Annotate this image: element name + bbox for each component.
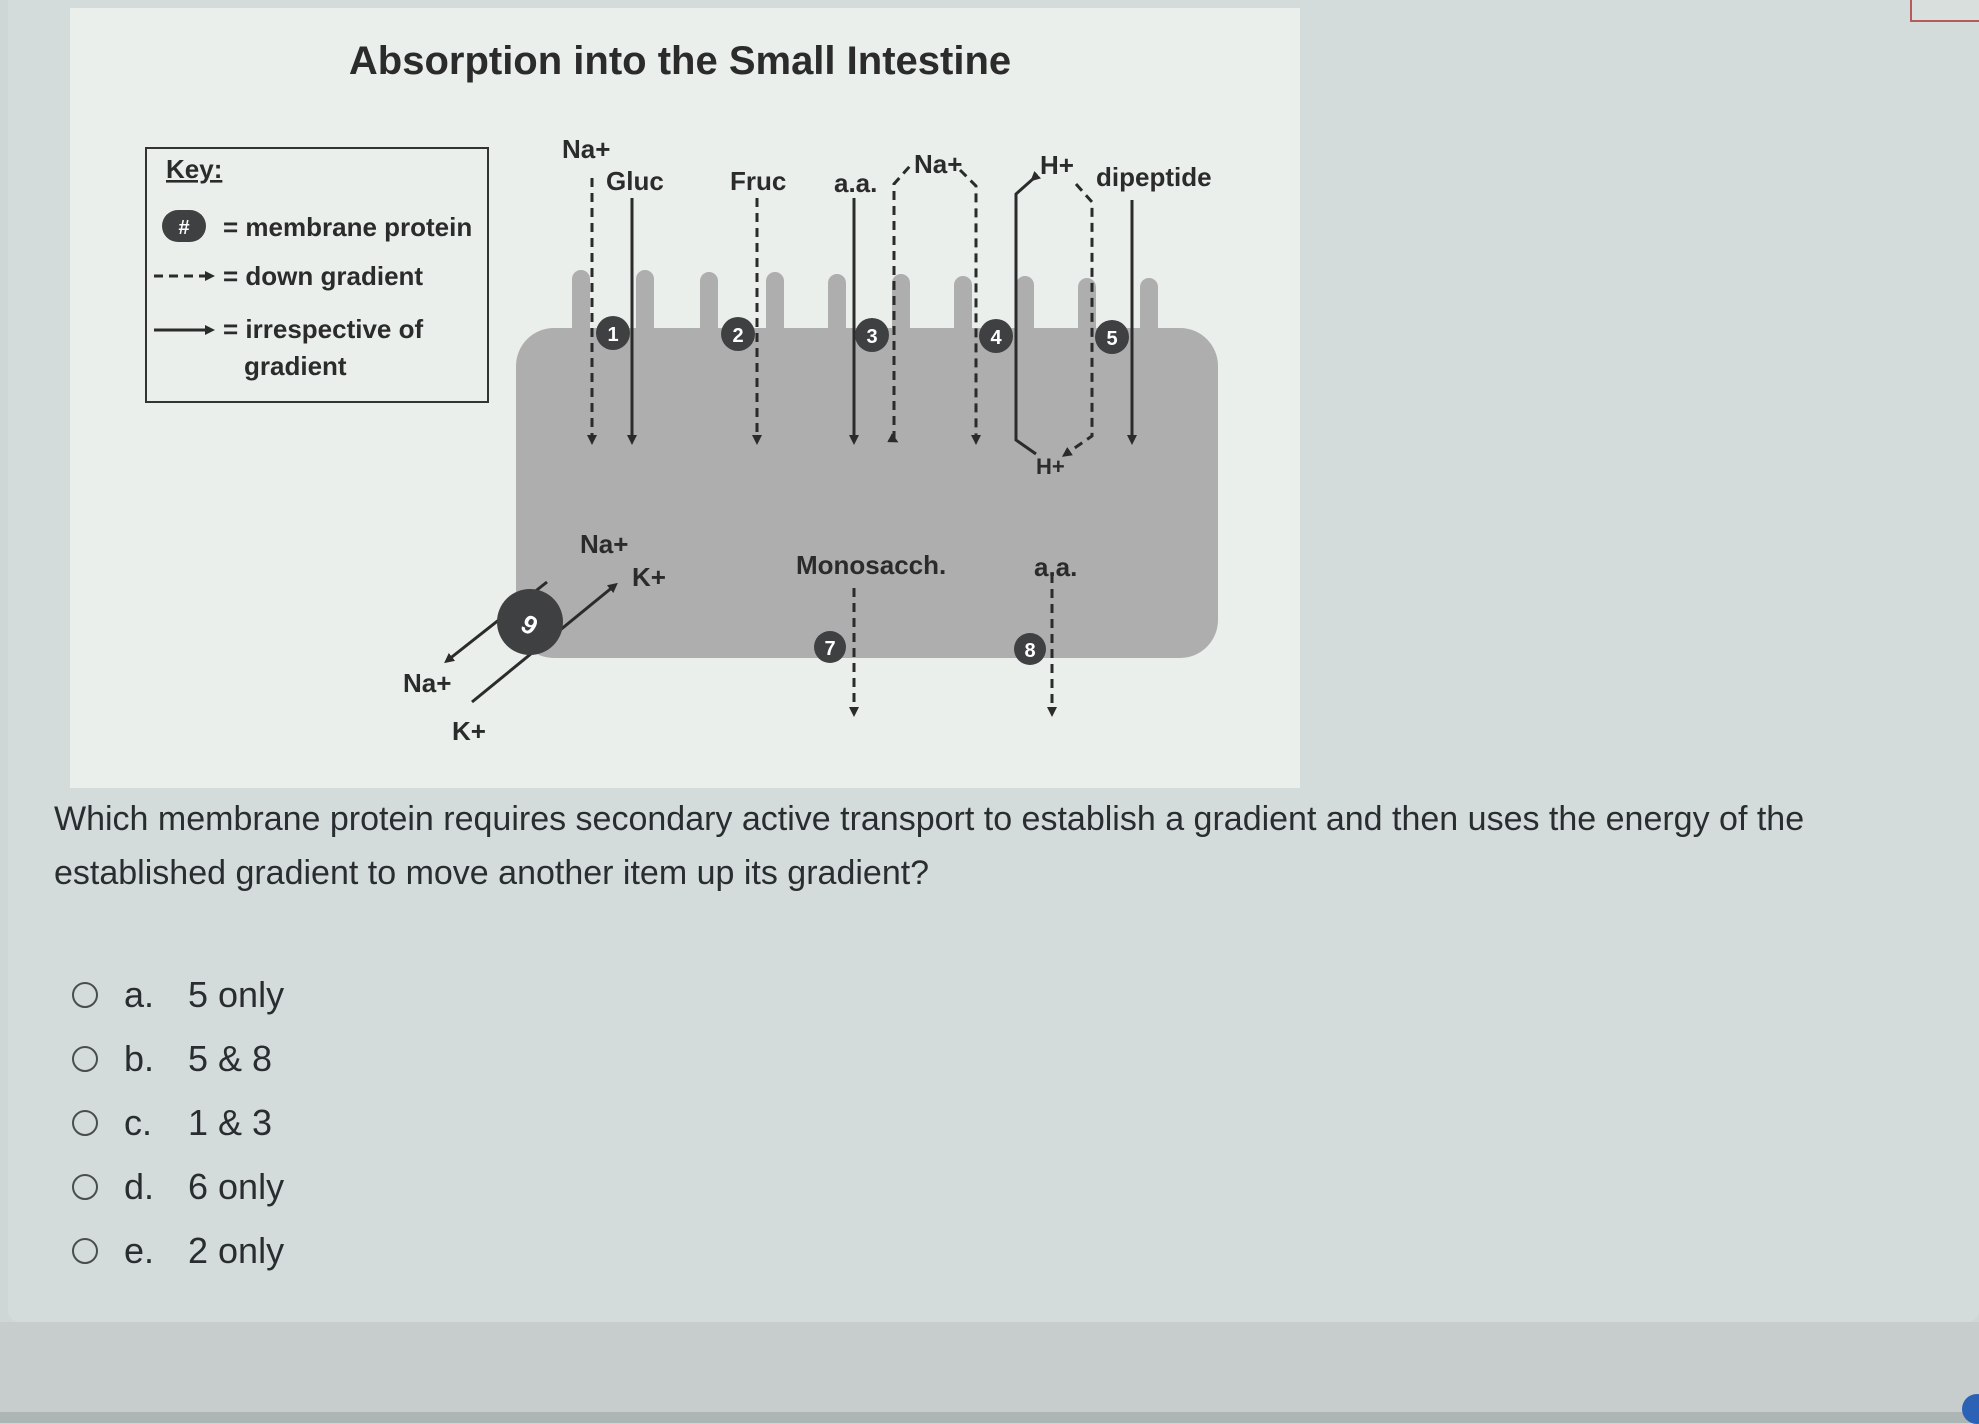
label-k-outside: K+ xyxy=(452,716,486,746)
option-e[interactable] xyxy=(72,1219,284,1283)
bottom-divider xyxy=(0,1412,1979,1423)
label-h-inside: H+ xyxy=(1036,454,1065,479)
option-a-letter: a. xyxy=(124,974,155,1015)
corner-tab xyxy=(1910,0,1979,22)
label-dipeptide: dipeptide xyxy=(1096,162,1212,192)
key-down-gradient: = down gradient xyxy=(223,261,424,291)
option-c-text: 1 & 3 xyxy=(188,1102,273,1143)
protein-6-label: 6 xyxy=(515,608,544,642)
option-a[interactable] xyxy=(72,963,284,1027)
option-d-text: 6 only xyxy=(188,1166,285,1207)
protein-3-label: 3 xyxy=(866,326,878,348)
label-fruc: Fruc xyxy=(730,166,787,196)
option-b[interactable] xyxy=(72,1027,284,1091)
radio-e[interactable] xyxy=(72,1238,98,1264)
key-irrespective: = irrespective of xyxy=(223,314,424,344)
figure-title: Absorption into the Small Intestine xyxy=(348,39,1012,83)
answer-options xyxy=(72,963,284,1283)
question-line-1: Which membrane protein requires secondary active transport to establish a gradient and then uses the energy of the xyxy=(54,800,1805,838)
key-membrane-protein: = membrane protein xyxy=(223,212,473,242)
protein-8-label: 8 xyxy=(1024,640,1036,662)
key-gradient: gradient xyxy=(244,351,347,381)
question-text xyxy=(54,792,1979,900)
key-badge-symbol: # xyxy=(178,217,190,239)
option-c-letter: c. xyxy=(124,1102,153,1143)
protein-7-label: 7 xyxy=(824,638,836,660)
protein-1-label: 1 xyxy=(607,324,619,346)
label-h-top: H+ xyxy=(1040,150,1074,180)
label-na-outside: Na+ xyxy=(403,668,452,698)
option-a-text: 5 only xyxy=(188,974,285,1015)
label-monosacch: Monosacch. xyxy=(796,550,947,580)
label-na-gluc: Na+ xyxy=(562,134,611,164)
label-aa-top: a.a. xyxy=(834,168,878,198)
label-gluc: Gluc xyxy=(606,166,664,196)
radio-b[interactable] xyxy=(72,1046,98,1072)
label-aa-bottom: a.a. xyxy=(1034,552,1078,582)
option-b-letter: b. xyxy=(124,1038,155,1079)
option-e-text: 2 only xyxy=(188,1230,285,1271)
radio-c[interactable] xyxy=(72,1110,98,1136)
protein-2-label: 2 xyxy=(732,325,744,347)
option-e-letter: e. xyxy=(124,1230,155,1271)
diagram-figure xyxy=(70,8,1300,788)
option-c[interactable] xyxy=(72,1091,284,1155)
diagram-svg xyxy=(70,8,1300,788)
radio-d[interactable] xyxy=(72,1174,98,1200)
radio-a[interactable] xyxy=(72,982,98,1008)
label-na-exchange: Na+ xyxy=(914,149,963,179)
label-k-inside: K+ xyxy=(632,562,666,592)
option-b-text: 5 & 8 xyxy=(188,1038,273,1079)
label-na-inside: Na+ xyxy=(580,529,629,559)
key-heading: Key: xyxy=(166,154,223,184)
bottom-strip xyxy=(0,1322,1979,1423)
protein-4-label: 4 xyxy=(990,327,1002,349)
question-line-2: established gradient to move another item up its gradient? xyxy=(54,854,930,892)
protein-5-label: 5 xyxy=(1106,328,1118,350)
epithelial-cell xyxy=(516,328,1218,658)
option-d[interactable] xyxy=(72,1155,284,1219)
option-d-letter: d. xyxy=(124,1166,155,1207)
